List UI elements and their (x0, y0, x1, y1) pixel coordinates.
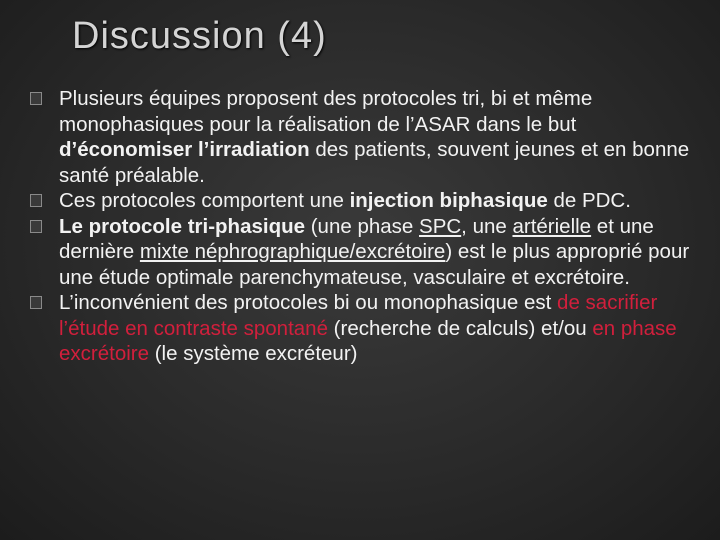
bullet-box-icon (30, 92, 42, 105)
bullet-item-3 (30, 214, 710, 291)
bullet-bold-text: d’économiser l’irradiation (59, 138, 310, 161)
underlined-term-mixte: mixte néphrographique/excrétoire (139, 240, 446, 263)
bullet-text: Plusieurs équipes proposent des protocoles tri, bi et même monophasiques pour la réalisation de l’ASAR dans le but (59, 87, 593, 136)
bullet-text: ) est le plus approprié pour une étude optimale parenchymateuse, vasculaire et excrétoire. (59, 240, 690, 289)
bullet-list (30, 86, 710, 367)
bullet-item-4 (30, 290, 710, 367)
bullet-text: (une phase (305, 214, 420, 238)
slide-title: Discussion (4) (72, 15, 327, 57)
highlighted-text-red: de sacrifier l’étude en contraste spontané (59, 291, 658, 340)
underlined-term-spc: SPC (419, 214, 462, 238)
bullet-text: Ces protocoles comportent une (59, 189, 350, 212)
underlined-term-arterielle: artérielle (512, 214, 592, 238)
bullet-box-icon (30, 220, 42, 233)
bullet-text: et une dernière (59, 214, 654, 263)
bullet-bold-text: injection biphasique (349, 189, 548, 212)
bullet-text: (le système excréteur) (149, 342, 358, 365)
bullet-text: L’inconvénient des protocoles bi ou monophasique est (59, 291, 558, 314)
bullet-text: , une (461, 214, 513, 238)
bullet-item-2 (30, 188, 710, 214)
bullet-text: de PDC. (547, 189, 631, 212)
bullet-box-icon (30, 296, 42, 309)
highlighted-text-red: en phase excrétoire (59, 316, 677, 365)
bullet-bold-text: Le protocole tri-phasique (59, 214, 306, 238)
bullet-text: (recherche de calculs) et/ou (327, 316, 593, 340)
bullet-item-1 (30, 86, 710, 188)
bullet-box-icon (30, 194, 42, 207)
bullet-text: des patients, souvent jeunes et en bonne santé préalable. (59, 138, 690, 187)
